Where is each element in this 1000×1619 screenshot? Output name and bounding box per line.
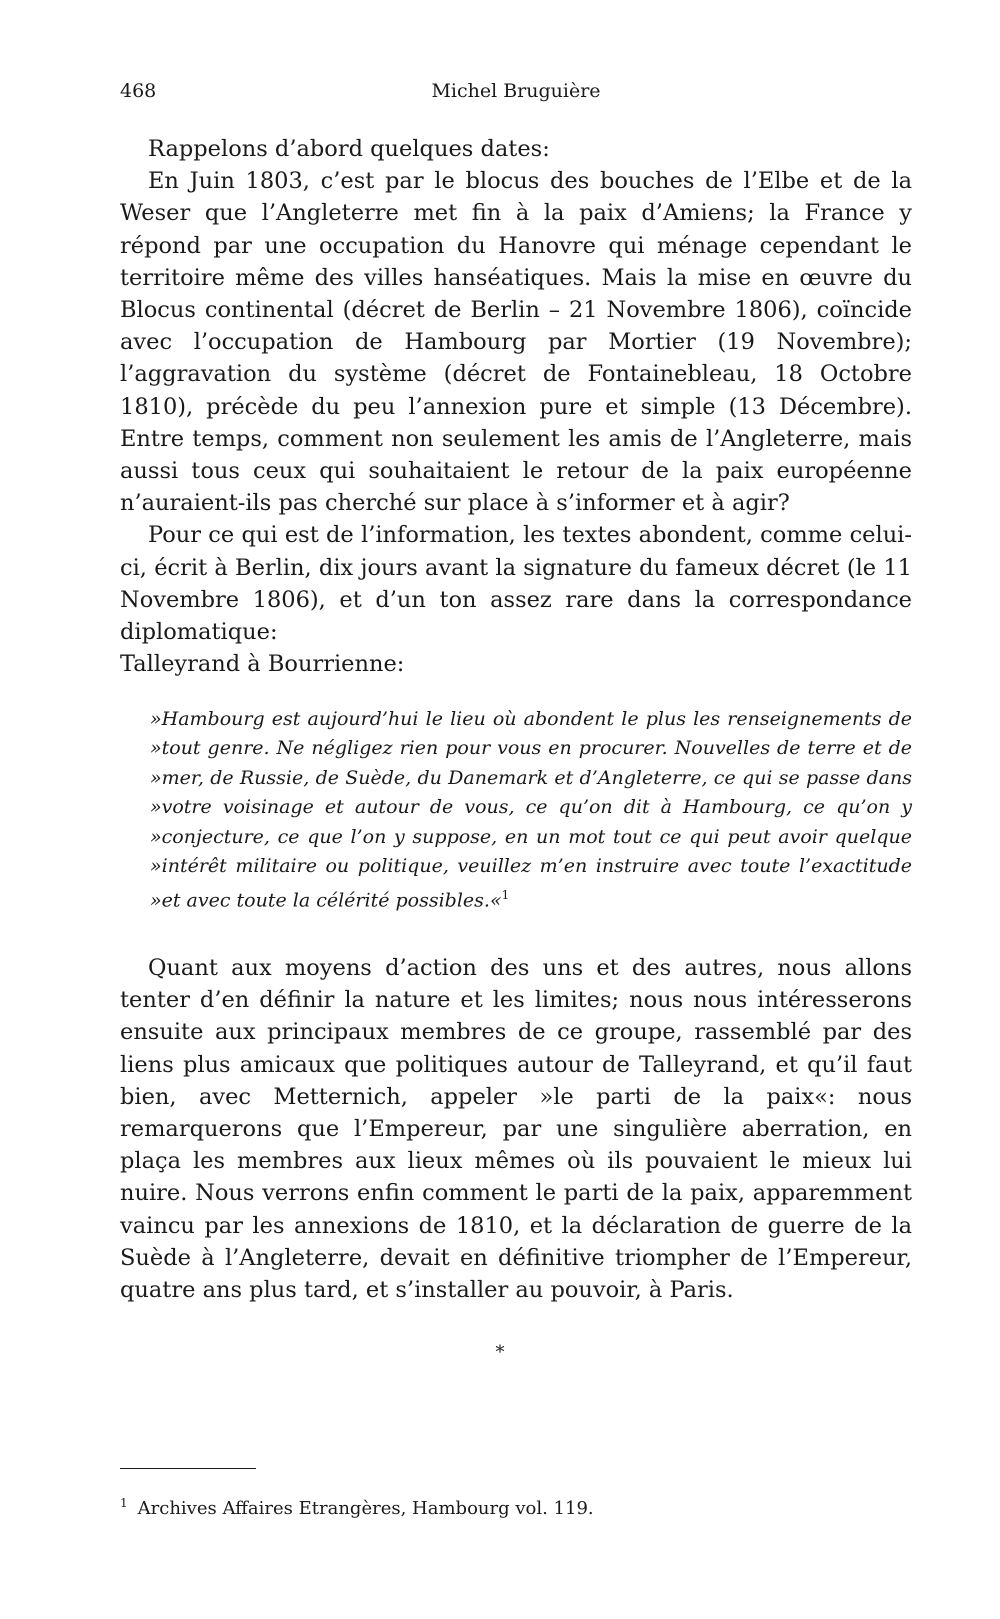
footnote-rule — [120, 1468, 256, 1469]
running-head-author: Michel Bruguière — [431, 80, 601, 102]
block-quote-text: »Hambourg est aujourd’hui le lieu où abondent le plus les renseignements de »tout genre. Ne négligez rien pour vous en procurer. Nouvelles de terre et de »mer, de Russie, de Suède, du Danemark et d’Angleterre, ce qui se passe dans »votre voisinage et autour de vous, ce qu’on dit à Hambourg, ce qu’on y »conjecture, ce que l’on y suppose, en un mot tout ce qui peut avoir quelque »intérêt militaire ou politique, veuillez m’en instruire avec toute l’exactitude »et avec toute la célérité possibles.« — [150, 708, 912, 912]
block-quote — [150, 705, 912, 916]
footnote-marker: 1 — [120, 1496, 128, 1510]
paragraph-dates: En Juin 1803, c’est par le blocus des bouches de l’Elbe et de la Weser que l’Angleterre met fin à la paix d’Amiens; la France y répond par une occupation du Hanovre qui ménage cependant le territoire même des villes hanséatiques. Mais la mise en œuvre du Blocus continental (décret de Berlin – 21 Novembre 1806), coïncide avec l’occupation de Hambourg par Mortier (19 Novembre); l’aggravation du système (décret de Fontainebleau, 18 Octobre 1810), précède du peu l’annexion pure et simple (13 Décembre). Entre temps, comment non seulement les amis de l’Angleterre, mais aussi tous ceux qui souhaitaient le retour de la paix européenne n’auraient-ils pas cherché sur place à s’informer et à agir? — [120, 168, 912, 517]
footnote-text: Archives Affaires Etrangères, Hambourg vol. 119. — [137, 1498, 594, 1519]
section-separator: * — [495, 1342, 505, 1363]
intro-section — [120, 133, 912, 680]
block-quote-paragraph — [150, 705, 912, 916]
footnote-reference: 1 — [501, 888, 510, 903]
page-number: 468 — [120, 80, 157, 102]
intro-first-line: Rappelons d’abord quelques dates: — [148, 136, 550, 162]
paragraph-conclusion: Quant aux moyens d’action des uns et des autres, nous allons tenter d’en définir la nature et les limites; nous nous intéresserons ensuite aux principaux membres de ce groupe, rassemblé par des liens plus amicaux que politiques autour de Talleyrand, et qu’il faut bien, avec Metternich, appeler »le parti de la paix«: nous remarquerons que l’Empereur, par une singulière aberration, en plaça les membres aux lieux mêmes où ils pouvaient le mieux lui nuire. Nous verrons enfin comment le parti de la paix, apparemment vaincu par les annexions de 1810, et la déclaration de guerre de la Suède à l’Angleterre, devait en définitive triompher de l’Empereur, quatre ans plus tard, et s’installer au pouvoir, à Paris. — [120, 955, 912, 1304]
quote-attribution: Talleyrand à Bourrienne: — [120, 651, 405, 678]
conclusion-section — [120, 952, 912, 1306]
footnote — [120, 1490, 912, 1522]
paragraph-information: Pour ce qui est de l’information, les textes abondent, comme celui-ci, écrit à Berlin, dix jours avant la signature du fameux décret (le 11 Novembre 1806), et d’un ton assez rare dans la correspondance diplomatique: — [120, 522, 912, 646]
running-head — [120, 80, 912, 108]
